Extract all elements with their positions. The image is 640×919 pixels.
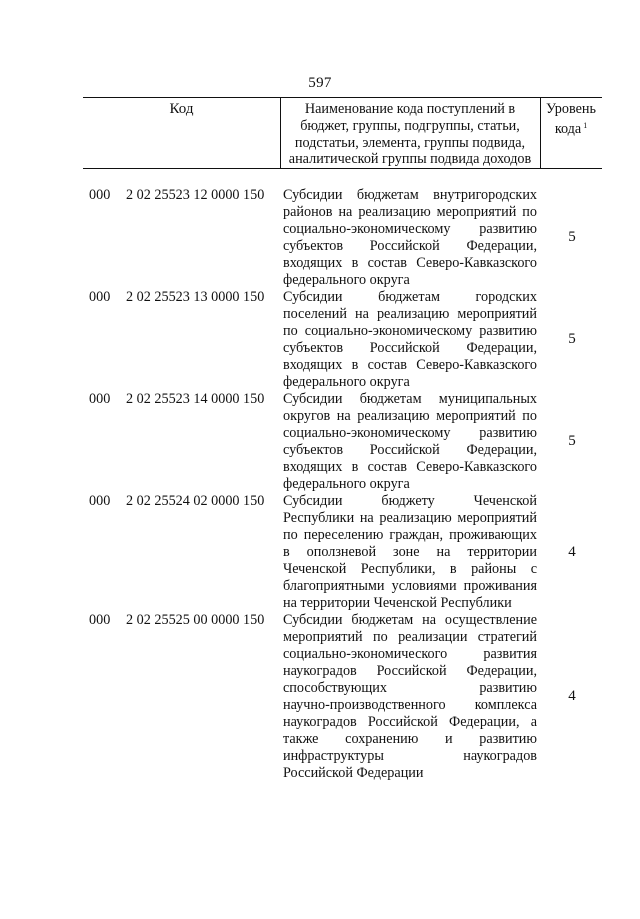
income-name-line: входящих в состав Северо-Кавказского	[283, 459, 537, 475]
income-name-line: поселений на реализацию мероприятий	[283, 306, 537, 322]
income-name-line: субъектов Российской Федерации,	[283, 442, 537, 458]
code-level: 4	[568, 688, 576, 704]
income-code: 2 02 25525 00 0000 150	[126, 612, 265, 628]
income-name	[283, 493, 537, 612]
income-name-line: наукоградов Российской Федерации, а	[283, 714, 537, 730]
income-name-line: научно-производственного комплекса	[283, 697, 537, 713]
income-name-line: также сохранению и развитию	[283, 731, 537, 747]
admin-code: 000	[89, 391, 111, 407]
table-header	[83, 97, 602, 169]
header-name-line: аналитической группы подвида доходов	[288, 151, 532, 168]
income-name-line: Субсидии бюджетам внутригородских	[283, 187, 537, 203]
admin-code: 000	[89, 289, 111, 305]
income-name-line: округов на реализацию мероприятий по	[283, 408, 537, 424]
code-level: 4	[568, 544, 576, 560]
code-level: 5	[568, 331, 576, 347]
income-name-line: Субсидии бюджетам муниципальных	[283, 391, 537, 407]
income-name-line: Российской Федерации	[283, 765, 424, 781]
income-name-line: способствующих развитию	[283, 680, 537, 696]
income-name	[283, 187, 537, 289]
income-code: 2 02 25523 12 0000 150	[126, 187, 265, 203]
income-name-line: социально-экономическому развитию	[283, 425, 537, 441]
header-level-line: кода $^1$	[554, 120, 588, 137]
income-name-line: районов на реализацию мероприятий по	[283, 204, 537, 220]
income-name	[283, 612, 537, 782]
footnote-mark: 1	[583, 120, 588, 130]
income-name	[283, 289, 537, 391]
code-level: 5	[568, 229, 576, 245]
income-code: 2 02 25523 14 0000 150	[126, 391, 265, 407]
header-level	[540, 101, 602, 138]
income-name-line: мероприятий по реализации стратегий	[283, 629, 537, 645]
income-name-line: Субсидии бюджетам городских	[283, 289, 537, 305]
income-code: 2 02 25524 02 0000 150	[126, 493, 265, 509]
income-name-line: федерального округа	[283, 272, 410, 288]
income-code: 2 02 25523 13 0000 150	[126, 289, 265, 305]
income-name-line: на территории Чеченской Республики	[283, 595, 512, 611]
header-name-line: подстатьи, элемента, группы подвида,	[294, 134, 526, 151]
income-name-line: благоприятными условиями проживания	[283, 578, 537, 594]
income-name-line: субъектов Российской Федерации,	[283, 238, 537, 254]
admin-code: 000	[89, 187, 111, 203]
income-name-line: федерального округа	[283, 476, 410, 492]
income-name-line: федерального округа	[283, 374, 410, 390]
income-name	[283, 391, 537, 493]
income-name-line: наукоградов Российской Федерации,	[283, 663, 537, 679]
header-level-line: Уровень	[546, 101, 596, 117]
income-name-line: Субсидии бюджетам на осуществление	[283, 612, 537, 628]
page-number: 597	[308, 75, 332, 91]
income-name-line: Субсидии бюджету Чеченской	[283, 493, 537, 509]
income-name-line: в оползневой зоне на территории	[283, 544, 537, 560]
income-name-line: по переселению граждан, проживающих	[283, 527, 537, 543]
income-name-line: по социально-экономическому развитию	[283, 323, 537, 339]
income-name-line: инфраструктуры наукоградов	[283, 748, 537, 764]
header-name	[280, 101, 540, 168]
income-name-line: субъектов Российской Федерации,	[283, 340, 537, 356]
code-level: 5	[568, 433, 576, 449]
header-name-line: бюджет, группы, подгруппы, статьи,	[300, 117, 520, 134]
income-name-line: Чеченской Республики, в районы с	[283, 561, 537, 577]
income-name-line: Республики на реализацию мероприятий	[283, 510, 537, 526]
header-name-line: Наименование кода поступлений в	[304, 101, 516, 117]
admin-code: 000	[89, 493, 111, 509]
income-name-line: входящих в состав Северо-Кавказского	[283, 357, 537, 373]
income-name-line: социально-экономического развития	[283, 646, 537, 662]
header-code: Код	[169, 101, 194, 117]
income-name-line: входящих в состав Северо-Кавказского	[283, 255, 537, 271]
income-name-line: социально-экономическому развитию	[283, 221, 537, 237]
admin-code: 000	[89, 612, 111, 628]
